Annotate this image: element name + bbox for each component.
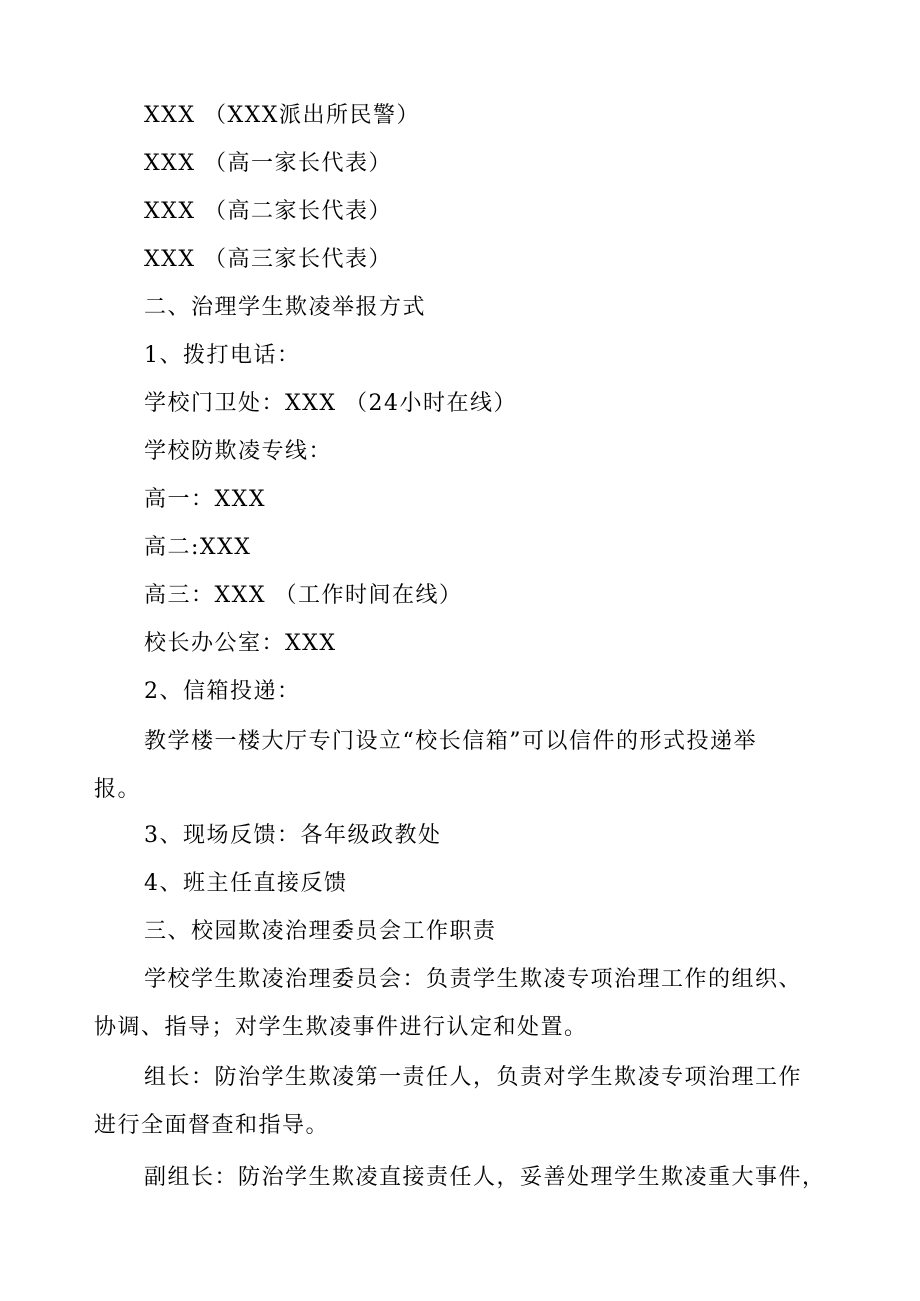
- leader-duty-paragraph-continued: 进行全面督查和指导。: [94, 1113, 330, 1138]
- method-class-teacher: 4、班主任直接反馈: [144, 871, 348, 896]
- method-mailbox-heading: 2、信箱投递：: [144, 679, 301, 704]
- phone-gate-guard: 学校门卫处：XXX （24小时在线）: [144, 391, 517, 416]
- committee-duty-paragraph: 学校学生欺凌治理委员会：负责学生欺凌专项治理工作的组织、: [144, 967, 803, 992]
- mailbox-description: 教学楼一楼大厅专门设立“校长信箱”可以信件的形式投递举: [144, 729, 757, 754]
- committee-duty-paragraph-continued: 协调、指导；对学生欺凌事件进行认定和处置。: [94, 1015, 588, 1040]
- method-onsite-feedback: 3、现场反馈：各年级政教处: [144, 823, 442, 848]
- section-heading-reporting-methods: 二、治理学生欺凌举报方式: [144, 295, 427, 320]
- mailbox-description-continued: 报。: [94, 777, 142, 802]
- phone-antibullying-line-heading: 学校防欺凌专线：: [144, 439, 333, 464]
- committee-member-police: XXX （XXX派出所民警）: [144, 103, 420, 128]
- leader-duty-paragraph: 组长：防治学生欺凌第一责任人，负责对学生欺凌专项治理工作: [144, 1065, 803, 1090]
- committee-member-grade1-parent: XXX （高一家长代表）: [144, 151, 392, 176]
- method-phone-heading: 1、拨打电话：: [144, 343, 301, 368]
- committee-member-grade2-parent: XXX （高二家长代表）: [144, 199, 392, 224]
- phone-grade3: 高三：XXX （工作时间在线）: [144, 583, 463, 608]
- section-heading-committee-duties: 三、校园欺凌治理委员会工作职责: [144, 919, 497, 944]
- committee-member-grade3-parent: XXX （高三家长代表）: [144, 247, 392, 272]
- phone-principal-office: 校长办公室：XXX: [144, 631, 337, 656]
- phone-grade1: 高一：XXX: [144, 487, 266, 512]
- deputy-leader-duty-paragraph: 副组长：防治学生欺凌直接责任人，妥善处理学生欺凌重大事件，: [144, 1165, 826, 1190]
- phone-grade2: 高二:XXX: [144, 535, 252, 560]
